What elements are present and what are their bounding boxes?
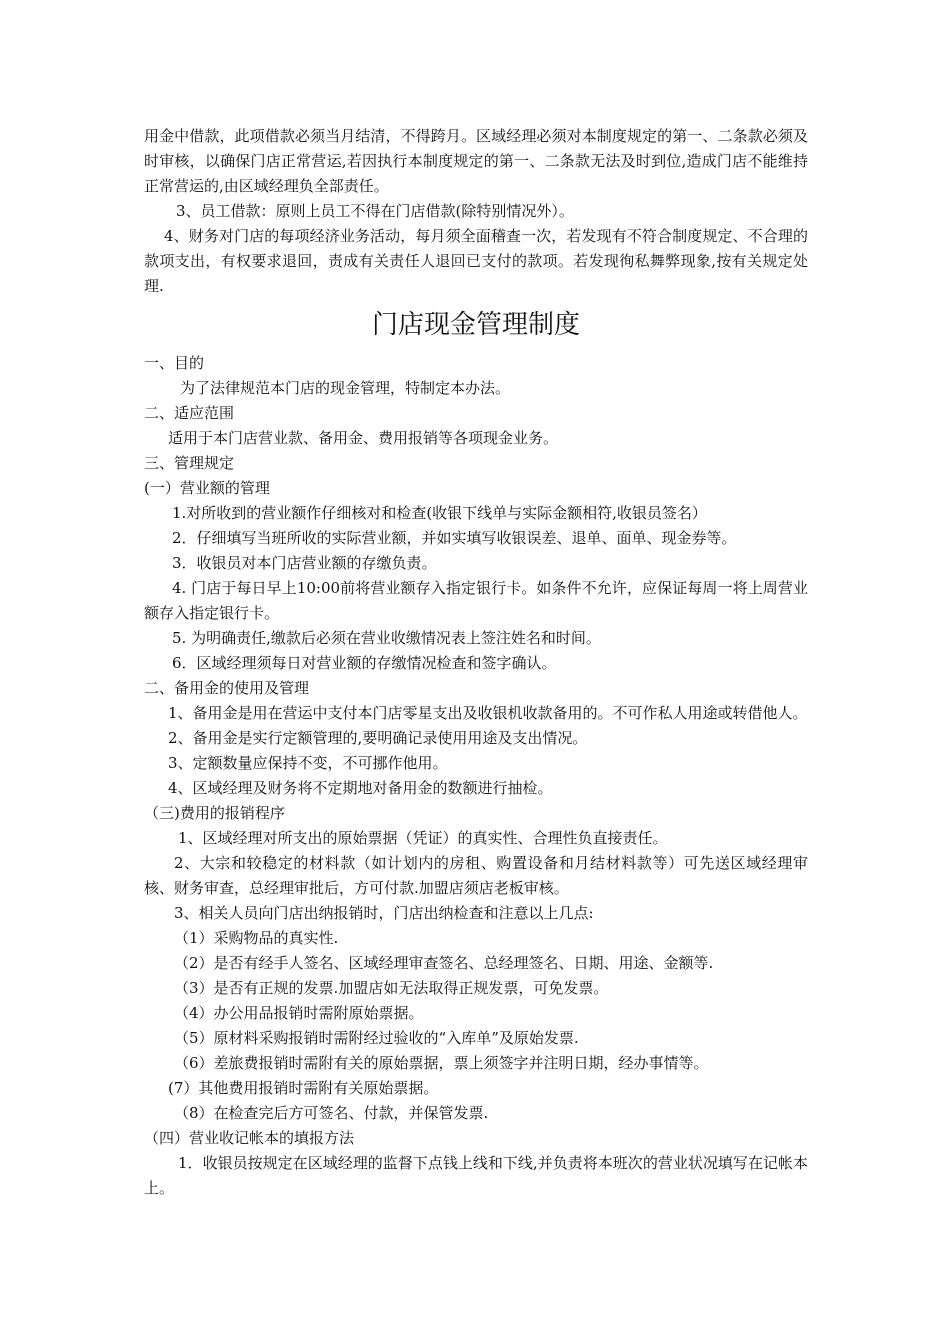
list-item: 3、相关人员向门店出纳报销时，门店出纳检查和注意以上几点: bbox=[174, 904, 594, 922]
intro-paragraph-2: 3、员工借款：原则上员工不得在门店借款(除特别情况外）。 bbox=[176, 202, 574, 220]
list-item: 5. 为明确责任,缴款后必须在营业收缴情况表上签注姓名和时间。 bbox=[172, 629, 601, 647]
list-item: 2．仔细填写当班所收的实际营业额，并如实填写收银误差、退单、面单、现金券等。 bbox=[172, 529, 737, 547]
list-item: 1、区域经理对所支出的原始票据（凭证）的真实性、合理性负直接责任。 bbox=[178, 829, 668, 847]
document-title: 门店现金管理制度 bbox=[371, 310, 580, 340]
check-point: （1）采购物品的真实性. bbox=[174, 929, 339, 947]
list-item: 2、备用金是实行定额管理的,要明确记录使用用途及支出情况。 bbox=[168, 729, 588, 747]
section-heading-purpose: 一、目的 bbox=[144, 354, 205, 372]
subsection-heading-ledger: （四）营业收记帐本的填报方法 bbox=[144, 1129, 355, 1147]
document-page bbox=[144, 124, 808, 1201]
subsection-heading-revenue: (一）营业额的管理 bbox=[144, 479, 270, 497]
section-heading-rules: 三、管理规定 bbox=[144, 454, 235, 472]
check-point: （2）是否有经手人签名、区域经理审查签名、总经理签名、日期、用途、金额等. bbox=[174, 954, 714, 972]
intro-paragraph-3: 4、财务对门店的每项经济业务活动，每月须全面稽查一次，若发现有不符合制度规定、不合理的款项支出，有权要求退回，责成有关责任人退回已支付的款项。若发现徇私舞弊现象,按有关规定处理. bbox=[144, 227, 808, 295]
check-point: （3）是否有正规的发票.加盟店如无法取得正规发票，可免发票。 bbox=[174, 979, 609, 997]
list-item: 1.对所收到的营业额作仔细核对和检查(收银下线单与实际金额相符,收银员签名） bbox=[172, 504, 707, 522]
list-item: 1、备用金是用在营运中支付本门店零星支出及收银机收款备用的。不可作私人用途或转借他人。 bbox=[168, 704, 808, 722]
check-point: （8）在检查完后方可签名、付款，并保管发票. bbox=[174, 1104, 489, 1122]
list-item: 2、大宗和较稳定的材料款（如计划内的房租、购置设备和月结材料款等）可先送区域经理审核、财务审查，总经理审批后，方可付款.加盟店须店老板审核。 bbox=[144, 854, 808, 897]
subsection-heading-petty-cash: 二、备用金的使用及管理 bbox=[144, 679, 310, 697]
section-text-scope: 适用于本门店营业款、备用金、费用报销等各项现金业务。 bbox=[168, 429, 559, 447]
subsection-heading-expense: （三)费用的报销程序 bbox=[144, 804, 285, 822]
intro-paragraph-1: 用金中借款，此项借款必须当月结清，不得跨月。区域经理必须对本制度规定的第一、二条款必须及时审核，以确保门店正常营运,若因执行本制度规定的第一、二条款无法及时到位,造成门店不能维持正常营运的,由区域经理负全部责任。 bbox=[144, 127, 808, 195]
check-point: (7）其他费用报销时需附有关原始票据。 bbox=[168, 1079, 439, 1097]
list-item: 3、定额数量应保持不变，不可挪作他用。 bbox=[168, 754, 448, 772]
list-item: 4. 门店于每日早上10:00前将营业额存入指定银行卡。如条件不允许，应保证每周一将上周营业额存入指定银行卡。 bbox=[144, 579, 808, 622]
list-item: 1．收银员按规定在区域经理的监督下点钱上线和下线,并负责将本班次的营业状况填写在记帐本上。 bbox=[144, 1154, 808, 1197]
check-point: （6）差旅费报销时需附有关的原始票据，票上须签字并注明日期，经办事情等。 bbox=[174, 1054, 709, 1072]
list-item: 6．区域经理须每日对营业额的存缴情况检查和签字确认。 bbox=[172, 654, 557, 672]
check-point: （4）办公用品报销时需附原始票据。 bbox=[174, 1004, 424, 1022]
list-item: 4、区域经理及财务将不定期地对备用金的数额进行抽检。 bbox=[168, 779, 553, 797]
list-item: 3．收银员对本门店营业额的存缴负责。 bbox=[172, 554, 437, 572]
section-text-purpose: 为了法律规范本门店的现金管理，特制定本办法。 bbox=[180, 379, 511, 397]
check-point: （5）原材料采购报销时需附经过验收的“入库单”及原始发票. bbox=[174, 1029, 579, 1047]
section-heading-scope: 二、适应范围 bbox=[144, 404, 235, 422]
